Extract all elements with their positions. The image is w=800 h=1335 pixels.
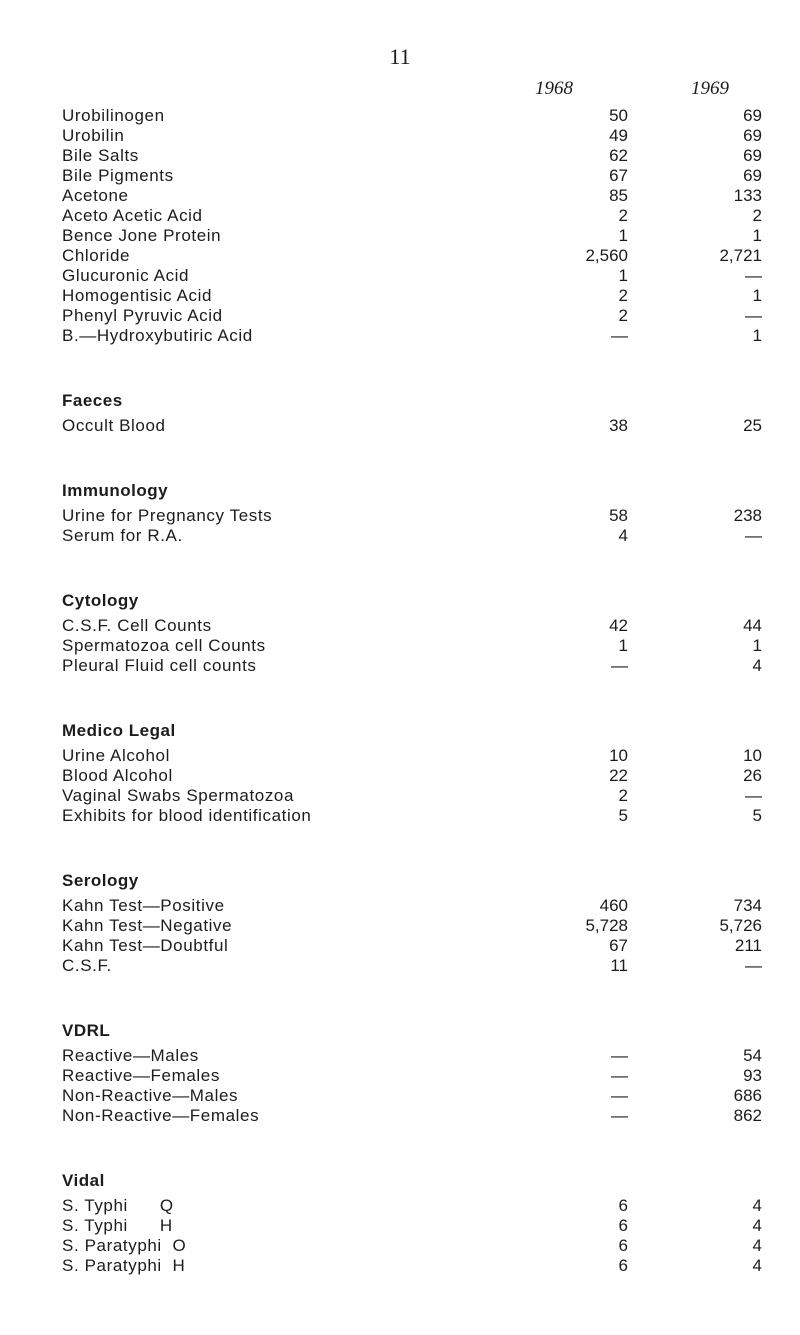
row-label: C.S.F. Cell Counts <box>62 616 212 635</box>
column-header-1969: 1969 <box>691 78 729 99</box>
value-1968: 6 <box>618 1196 628 1215</box>
statistics-table <box>62 106 762 1276</box>
value-1969: 2 <box>752 206 762 225</box>
value-1968: 5 <box>618 806 628 825</box>
value-1969: — <box>745 266 762 285</box>
value-1969: 69 <box>743 146 762 165</box>
row-label: Glucuronic Acid <box>62 266 190 285</box>
row-label: Reactive—Males <box>62 1046 199 1065</box>
table-row <box>62 526 762 546</box>
row-label: S. Paratyphi H <box>62 1256 186 1275</box>
row-label: Bile Pigments <box>62 166 174 185</box>
table-row <box>62 306 762 326</box>
value-1968: 85 <box>609 186 628 205</box>
section-heading: Faeces <box>62 391 123 410</box>
section-heading: Medico Legal <box>62 721 176 740</box>
table-row <box>62 806 762 826</box>
table-row <box>62 1086 762 1106</box>
value-1969: 734 <box>733 896 762 915</box>
row-label: Vaginal Swabs Spermatozoa <box>62 786 295 805</box>
table-row <box>62 1106 762 1126</box>
table-row <box>62 896 762 916</box>
row-label: Urobilinogen <box>62 106 165 125</box>
column-headers <box>0 78 800 104</box>
row-label: Urine for Pregnancy Tests <box>62 506 273 525</box>
value-1968: 22 <box>609 766 628 785</box>
value-1968: 58 <box>609 506 628 525</box>
section <box>62 1020 762 1126</box>
table-row <box>62 126 762 146</box>
value-1968: 11 <box>610 956 628 975</box>
value-1968: 2 <box>618 306 628 325</box>
value-1969: 10 <box>743 746 762 765</box>
row-label: Homogentisic Acid <box>62 286 213 305</box>
value-1969: 211 <box>734 936 762 955</box>
value-1969: 69 <box>743 106 762 125</box>
value-1969: 862 <box>733 1106 762 1125</box>
value-1968: 49 <box>609 126 628 145</box>
table-row <box>62 766 762 786</box>
section <box>62 1170 762 1276</box>
table-row <box>62 1196 762 1216</box>
value-1969: 25 <box>743 416 762 435</box>
row-label: S. Paratyphi O <box>62 1236 187 1255</box>
row-label: S. Typhi Q <box>62 1196 174 1215</box>
table-row <box>62 616 762 636</box>
row-label: Kahn Test—Doubtful <box>62 936 229 955</box>
row-label: C.S.F. <box>62 956 112 975</box>
table-row <box>62 956 762 976</box>
table-row <box>62 106 762 126</box>
value-1968: — <box>611 1106 628 1125</box>
row-label: B.—Hydroxybutiric Acid <box>62 326 253 345</box>
row-label: Phenyl Pyruvic Acid <box>62 306 223 325</box>
row-label: Aceto Acetic Acid <box>62 206 203 225</box>
table-row <box>62 786 762 806</box>
value-1969: 4 <box>752 1256 762 1275</box>
value-1968: 62 <box>609 146 628 165</box>
value-1969: 5,726 <box>719 916 762 935</box>
value-1969: 4 <box>752 656 762 675</box>
value-1968: 2 <box>618 206 628 225</box>
table-row <box>62 206 762 226</box>
section-heading: Serology <box>62 871 139 890</box>
section <box>62 106 762 346</box>
value-1968: 5,728 <box>585 916 628 935</box>
value-1968: 67 <box>609 936 628 955</box>
value-1968: — <box>611 326 628 345</box>
value-1969: — <box>745 786 762 805</box>
value-1969: 2,721 <box>719 246 762 265</box>
row-label: Chloride <box>62 246 131 265</box>
value-1969: 93 <box>743 1066 762 1085</box>
value-1969: 5 <box>752 806 762 825</box>
value-1969: 69 <box>743 126 762 145</box>
table-row <box>62 266 762 286</box>
row-label: Urine Alcohol <box>62 746 170 765</box>
row-label: Exhibits for blood identification <box>62 806 312 825</box>
row-label: Reactive—Females <box>62 1066 220 1085</box>
table-row <box>62 636 762 656</box>
table-row <box>62 936 762 956</box>
value-1968: — <box>611 1066 628 1085</box>
table-row <box>62 1066 762 1086</box>
row-label: S. Typhi H <box>62 1216 173 1235</box>
value-1969: 4 <box>752 1236 762 1255</box>
table-row <box>62 1216 762 1236</box>
row-label: Urobilin <box>62 126 125 145</box>
value-1969: 1 <box>752 286 762 305</box>
table-row <box>62 1236 762 1256</box>
row-label: Pleural Fluid cell counts <box>62 656 257 675</box>
table-row <box>62 1256 762 1276</box>
value-1968: — <box>611 1086 628 1105</box>
value-1969: 133 <box>733 186 762 205</box>
table-row <box>62 746 762 766</box>
table-row <box>62 326 762 346</box>
value-1969: 1 <box>752 226 762 245</box>
section <box>62 590 762 676</box>
section-heading: Vidal <box>62 1171 105 1190</box>
row-label: Bile Salts <box>62 146 139 165</box>
table-row <box>62 146 762 166</box>
value-1968: 2,560 <box>585 246 628 265</box>
value-1968: 1 <box>618 636 628 655</box>
value-1968: 6 <box>618 1256 628 1275</box>
table-row <box>62 656 762 676</box>
value-1968: 10 <box>609 746 628 765</box>
table-row <box>62 226 762 246</box>
value-1969: 26 <box>743 766 762 785</box>
value-1968: 38 <box>609 416 628 435</box>
table-row <box>62 1046 762 1066</box>
section-heading: Cytology <box>62 591 139 610</box>
section <box>62 870 762 976</box>
row-label: Non-Reactive—Males <box>62 1086 239 1105</box>
value-1969: 54 <box>743 1046 762 1065</box>
value-1968: 460 <box>599 896 628 915</box>
value-1968: 6 <box>618 1236 628 1255</box>
value-1969: 1 <box>752 636 762 655</box>
table-row <box>62 416 762 436</box>
table-row <box>62 916 762 936</box>
table-row <box>62 186 762 206</box>
section <box>62 480 762 546</box>
table-row <box>62 506 762 526</box>
table-row <box>62 166 762 186</box>
value-1969: 4 <box>752 1196 762 1215</box>
value-1969: — <box>745 526 762 545</box>
value-1969: — <box>745 306 762 325</box>
row-label: Spermatozoa cell Counts <box>62 636 266 655</box>
section-heading: VDRL <box>62 1021 111 1040</box>
value-1968: 2 <box>618 286 628 305</box>
value-1969: 44 <box>743 616 762 635</box>
value-1968: 6 <box>618 1216 628 1235</box>
section <box>62 390 762 436</box>
value-1969: 69 <box>743 166 762 185</box>
row-label: Occult Blood <box>62 416 166 435</box>
value-1968: 1 <box>618 226 628 245</box>
row-label: Kahn Test—Negative <box>62 916 233 935</box>
value-1968: 2 <box>618 786 628 805</box>
row-label: Acetone <box>62 186 129 205</box>
value-1969: 238 <box>733 506 762 525</box>
value-1968: 42 <box>609 616 628 635</box>
value-1969: — <box>745 956 762 975</box>
table-row <box>62 286 762 306</box>
value-1968: — <box>611 656 628 675</box>
value-1969: 1 <box>752 326 762 345</box>
section-heading: Immunology <box>62 481 169 500</box>
row-label: Bence Jone Protein <box>62 226 222 245</box>
value-1968: — <box>611 1046 628 1065</box>
row-label: Blood Alcohol <box>62 766 173 785</box>
value-1969: 686 <box>733 1086 762 1105</box>
row-label: Serum for R.A. <box>62 526 183 545</box>
row-label: Non-Reactive—Females <box>62 1106 260 1125</box>
value-1968: 1 <box>618 266 628 285</box>
section <box>62 720 762 826</box>
value-1968: 4 <box>618 526 628 545</box>
value-1969: 4 <box>752 1216 762 1235</box>
column-header-1968: 1968 <box>535 78 573 99</box>
value-1968: 50 <box>609 106 628 125</box>
table-row <box>62 246 762 266</box>
page-number: 11 <box>389 44 411 69</box>
row-label: Kahn Test—Positive <box>62 896 225 915</box>
value-1968: 67 <box>609 166 628 185</box>
